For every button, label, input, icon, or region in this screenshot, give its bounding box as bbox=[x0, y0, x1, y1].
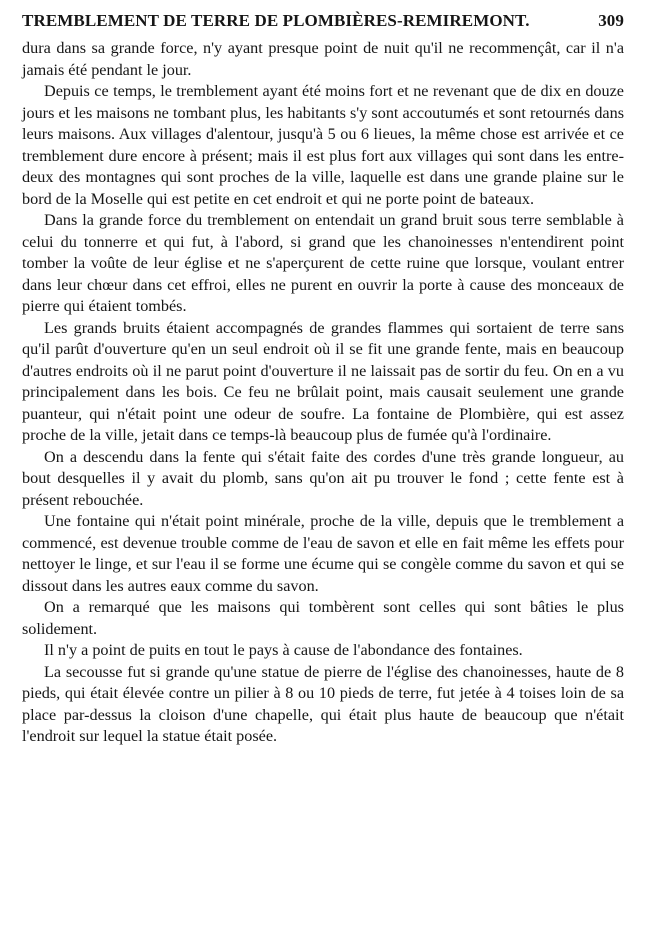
running-head-title: TREMBLEMENT DE TERRE DE PLOMBIÈRES-REMIREMONT. bbox=[22, 11, 530, 30]
paragraph: Dans la grande force du tremblement on entendait un grand bruit sous terre semblable à celui du tonnerre et qui fut, à l'abord, si grand que les chanoinesses n'entendirent point tomber la voûte de leur église et ne s'aperçurent de cette ruine que lorsque, voulant entrer dans leur chœur dans cet effroi, elles ne purent en ouvrir la porte à cause des monceaux de pierre qui étaient tombés. bbox=[22, 211, 624, 315]
paragraph: Depuis ce temps, le tremblement ayant été moins fort et ne revenant que de dix en douze jours et les maisons ne tombant plus, les habitants s'y sont accoutumés et sont retournés dans leurs maisons. Aux villages d'alentour, jusqu'à 5 ou 6 lieues, la même chose est arrivée et ce tremblement dure encore à présent; mais il est plus fort aux villages qui sont dans les entre-deux des montagnes qui sont proches de la ville, laquelle est dans une grande plaine sur le bord de la Moselle qui est petite en cet endroit et qui ne porte point de bateaux. bbox=[22, 82, 624, 208]
paragraph: On a remarqué que les maisons qui tombèrent sont celles qui sont bâties le plus solidement. bbox=[22, 598, 624, 638]
paragraph: Il n'y a point de puits en tout le pays à cause de l'abondance des fontaines. bbox=[44, 641, 523, 659]
book-page bbox=[22, 10, 624, 920]
page-number: 309 bbox=[598, 11, 624, 30]
paragraph: On a descendu dans la fente qui s'était faite des cordes d'une très grande longueur, au bout desquelles il y avait du plomb, sans qu'on ait pu trouver le fond ; cette fente est à présent rebouchée. bbox=[22, 447, 624, 509]
paragraph-continued: dura dans sa grande force, n'y ayant presque point de nuit qu'il ne recommençât, car il n'a jamais été pendant le jour. bbox=[22, 39, 624, 79]
body-text bbox=[22, 38, 624, 748]
paragraph: La secousse fut si grande qu'une statue de pierre de l'église des chanoinesses, haute de 8 pieds, qui était élevée contre un pilier à 8 ou 10 pieds de terre, fut jetée à 4 toises loin de sa place par-dessus la cloison d'une chapelle, qui était plus haute de beaucoup que n'était l'endroit sur lequel la statue était posée. bbox=[22, 662, 624, 745]
paragraph: Les grands bruits étaient accompagnés de grandes flammes qui sortaient de terre sans qu'il parût d'ouverture qu'en un seul endroit où il se fit une grande fente, mais en beaucoup d'autres endroits où il ne parut point d'ouverture il ne laissait pas de sortir du feu. On en a vu principalement dans les bois. Ce feu ne brûlait point, mais causait seulement une grande puanteur, qui n'était point une odeur de soufre. La fontaine de Plombière, qui est assez proche de la ville, jetait dans ce temps-là beaucoup plus de fumée qu'à l'ordinaire. bbox=[22, 318, 624, 444]
paragraph: Une fontaine qui n'était point minérale, proche de la ville, depuis que le tremblement a commencé, est devenue trouble comme de l'eau de savon et elle en fait même les effets pour nettoyer le linge, et sur l'eau il se forme une écume qui se congèle comme du savon et qui se dissout dans les autres eaux comme du savon. bbox=[22, 512, 624, 595]
running-head bbox=[22, 10, 624, 38]
